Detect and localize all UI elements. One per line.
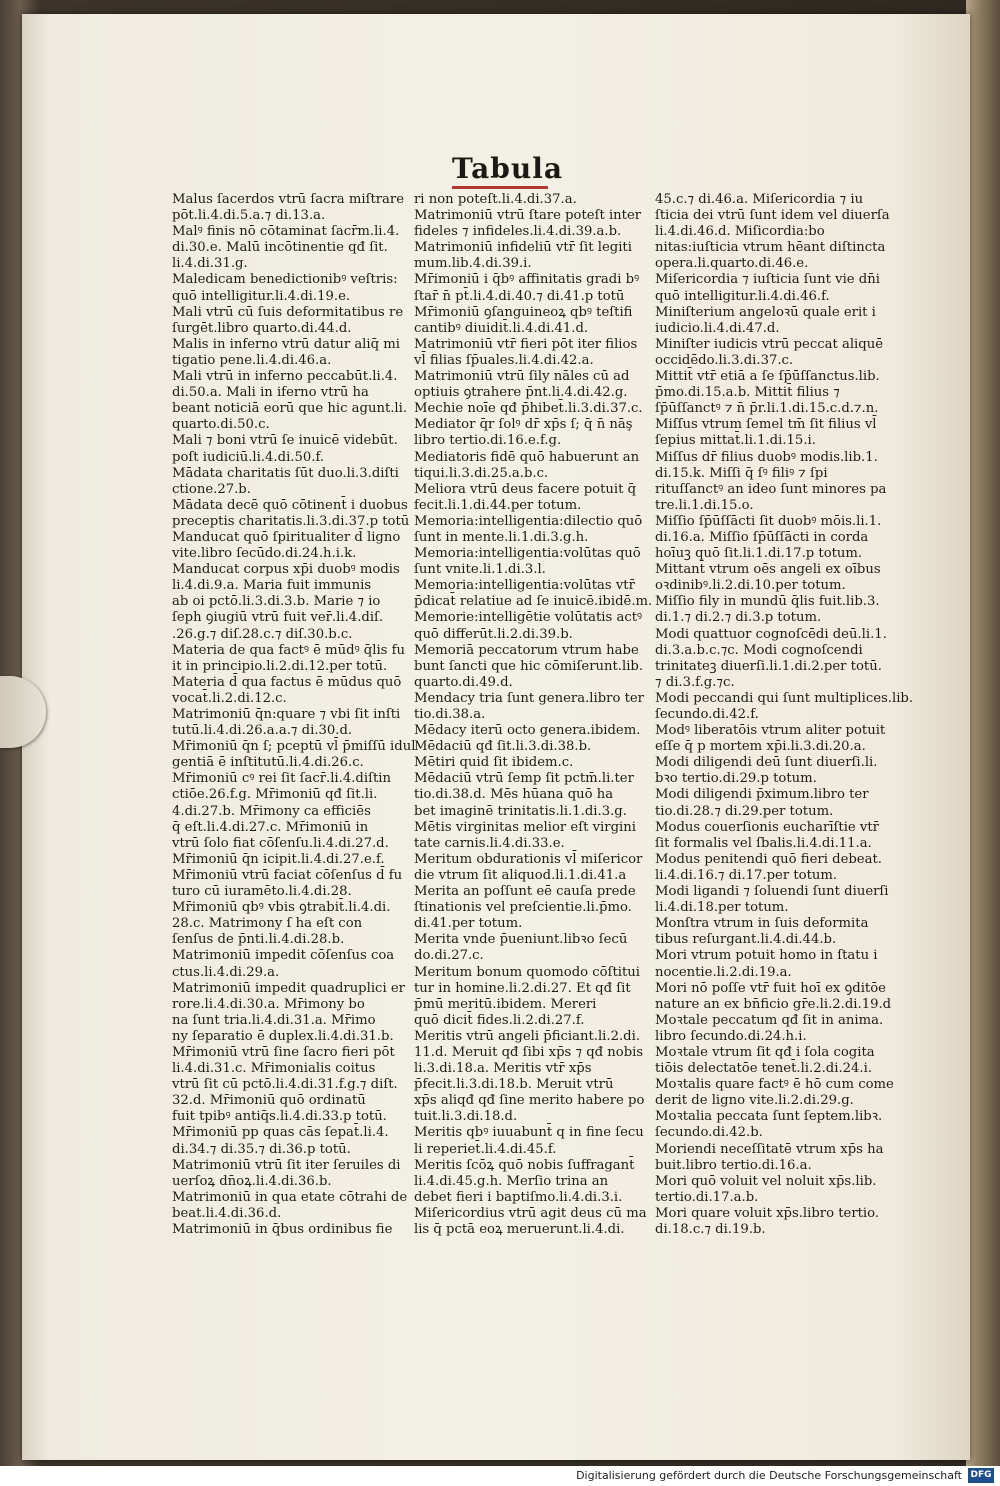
index-entry-line: fecit.li.1.di.44.per totum.: [414, 497, 582, 513]
index-entry-line: di.50.a. Mali in iferno vtrū ha: [172, 385, 369, 401]
index-entry-line: Manducat quō ſpiritualiter d̄ ligno: [172, 529, 401, 545]
index-entry-line: beat.li.4.di.36.d.: [172, 1205, 282, 1221]
index-entry-line: Miſſio fily in mundū q̄lis fuit.lib.3.: [655, 594, 880, 610]
index-entry-line: Mētiri quid ſit ibidem.c.: [414, 755, 574, 771]
index-entry-line: fuit tpibꝰ antiq̄s.li.4.di.33.p totū.: [172, 1109, 387, 1125]
index-entry-line: quarto.di.49.d.: [414, 674, 513, 690]
index-entry-line: 4.di.27.b. Mr̄imony ca efficiēs: [172, 803, 371, 819]
index-entry-line: Memoria:intelligentia:dilectio quō: [414, 513, 643, 529]
index-entry-line: turo cū iuramēto.li.4.di.28.: [172, 884, 352, 900]
index-entry-line: Mali vtrū cū ſuis deformitatibus re: [172, 304, 404, 320]
index-entry-line: tibus reſurgant.li.4.di.44.b.: [655, 932, 837, 948]
index-entry-line: Mr̄imoniū ꝯſanguineoꝝ qbꝰ teſtifi: [414, 304, 633, 320]
index-entry-line: li.4.di.18.per totum.: [655, 900, 789, 916]
index-entry-line: 28.c. Matrimony ſ ha eſt con: [172, 916, 363, 932]
index-entry-line: Mēdaciū qđ ſit.li.3.di.38.b.: [414, 739, 592, 755]
index-entry-line: 11.d. Meruit qđ ſibi xp̄s ⁊ qđ nobis: [414, 1044, 644, 1060]
index-entry-line: Merita an poſſunt eē cauſa prede: [414, 884, 636, 900]
index-entry-line: q̄ eſt.li.4.di.27.c. Mr̄imoniū in: [172, 819, 369, 835]
index-entry-line: Mori nō poſſe vtr̄ fuit hoī ex ꝯditōe: [655, 980, 886, 996]
index-entry-line: tiōis delectatōe tenet̄.li.2.di.24.i.: [655, 1061, 873, 1077]
index-entry-line: li.4.di.45.g.h. Merſio trina an: [414, 1173, 609, 1189]
index-entry-line: vite.libro ſecūdo.di.24.h.i.k.: [172, 546, 357, 562]
index-entry-line: Memoria:intelligentia:volūtas vtr̄: [414, 578, 635, 594]
index-entry-line: ſticia dei vtrū ſunt idem vel diuerſa: [655, 208, 890, 224]
index-entry-line: Memoriā peccatorum vtrum habe: [414, 642, 639, 658]
index-entry-line: Matrimoniū vtr̄ fieri pōt iter filios: [414, 336, 638, 352]
index-entry-line: ſenſus de p̄nti.li.4.di.28.b.: [172, 932, 345, 948]
dfg-logo: DFG: [968, 1468, 994, 1483]
index-entry-line: hoīuꝫ quō ſit.li.1.di.17.p totum.: [655, 546, 863, 562]
index-entry-line: Modus penitendi quō fieri debeat.: [655, 851, 882, 867]
index-entry-line: Meritis vtrū angeli p̄ficiant.li.2.di.: [414, 1028, 641, 1044]
index-entry-line: ſunt vnite.li.1.di.3.l.: [414, 562, 546, 578]
index-entry-line: ſp̄ūſſanctꝰ ⁊ n̄ p̄r.li.1.di.15.c.d.⁊.n.: [655, 401, 879, 417]
index-entry-line: it in principio.li.2.di.12.per totū.: [172, 658, 388, 674]
index-entry-line: di.41.per totum.: [414, 916, 523, 932]
index-entry-line: Modi diligendi p̄ximum.libro ter: [655, 787, 869, 803]
index-entry-line: oꝛdinibꝰ.li.2.di.10.per totum.: [655, 578, 846, 594]
index-entry-line: Mori quare voluit xp̄s.libro tertio.: [655, 1205, 880, 1221]
index-entry-line: tio.di.38.d. Mēs hūana quō ha: [414, 787, 614, 803]
index-entry-line: libro tertio.di.16.e.f.g.: [414, 433, 562, 449]
index-entry-line: li.4.di.31.g.: [172, 256, 248, 272]
index-entry-line: li.4.di.31.c. Mr̄imonialis coitus: [172, 1061, 376, 1077]
index-entry-line: Mr̄imoniū q̄n ſ; pceptū vl̄ p̄miſſū idul: [172, 739, 416, 755]
index-entry-line: p̄dicat̄ relatiue ad ſe inuicē.ibidē.m.: [414, 594, 653, 610]
index-entry-line: Miniſterium angeloꝛū quale erit i: [655, 304, 876, 320]
index-entry-line: cantibꝰ diuidit̄.li.4.di.41.d.: [414, 320, 589, 336]
index-entry-line: Miſſio ſp̄ūſſācti ſit duobꝰ mōis.li.1.: [655, 513, 882, 529]
index-entry-line: Moꝛtale vtrum ſit qđ i ſola cogita: [655, 1044, 875, 1060]
index-entry-line: Moꝛtalia peccata ſunt ſeptem.libꝛ.: [655, 1109, 883, 1125]
index-entry-line: tigatio pene.li.4.di.46.a.: [172, 352, 332, 368]
index-entry-line: li.3.di.18.a. Meritis vtr̄ xp̄s: [414, 1061, 592, 1077]
index-entry-line: di.1.⁊ di.2.⁊ di.3.p totum.: [655, 610, 822, 626]
index-entry-line: Malꝰ finis nō cōtaminat ſacr̄m.li.4.: [172, 224, 400, 240]
index-entry-line: ſeph ꝯiugiū vtrū fuit ver̄.li.4.diſ.: [172, 610, 384, 626]
index-entry-line: Mediatoris fidē quō habuerunt an: [414, 449, 640, 465]
index-entry-line: Matrimoniū vtrū ſtare poteſt inter: [414, 208, 642, 224]
index-entry-line: tutū.li.4.di.26.a.a.⁊ di.30.d.: [172, 723, 353, 739]
index-entry-line: di.30.e. Malū incōtinentie qđ ſit.: [172, 240, 388, 256]
index-entry-line: Materia d̄ qua factus ē mūdus quō: [172, 674, 402, 690]
index-entry-line: Matrimoniū q̄n:quare ⁊ vbi ſit inſti: [172, 707, 401, 722]
index-entry-line: 32.d. Mr̄imoniū quō ordinatū: [172, 1093, 366, 1109]
index-entry-line: rore.li.4.di.30.a. Mr̄imony bo: [172, 996, 365, 1012]
index-entry-line: Mētis virginitas melior eſt virgini: [414, 819, 636, 835]
index-entry-line: Modi ligandi ⁊ ſoluendi ſunt diuerſi: [655, 884, 889, 900]
index-entry-line: tio.di.38.a.: [414, 707, 486, 722]
index-entry-line: vtrū ſolo fiat cōſenſu.li.4.di.27.d.: [172, 835, 389, 851]
book-page-edges: [966, 0, 1000, 1466]
index-entry-line: Mēdacy iterū octo genera.ibidem.: [414, 723, 641, 739]
index-entry-line: pōt.li.4.di.5.a.⁊ di.13.a.: [172, 208, 326, 224]
index-entry-line: tiqui.li.3.di.25.a.b.c.: [414, 465, 549, 481]
index-entry-line: Mori vtrum potuit homo in ſtatu i: [655, 948, 878, 964]
index-entry-line: Mr̄imoniū vtrū ſine ſacro fieri pōt: [172, 1044, 395, 1060]
index-entry-line: Mali vtrū in inferno peccabūt.li.4.: [172, 369, 398, 385]
index-entry-line: vtrū ſit cū pctō.li.4.di.31.f.g.⁊ diſt.: [172, 1077, 398, 1093]
index-entry-line: di.18.c.⁊ di.19.b.: [655, 1222, 766, 1237]
index-entry-line: Mēdaciū vtrū ſemp ſit pctm̄.li.ter: [414, 771, 634, 787]
index-entry-line: Mr̄imoniū qbꝰ vbis ꝯtrabit̄.li.4.di.: [172, 900, 391, 916]
index-entry-line: Mittit̄ vtr̄ etiā a ſe ſp̄ūſſanctus.lib.: [655, 369, 880, 385]
index-entry-line: nitas:iuſticia vtrum hēant diſtincta: [655, 240, 886, 256]
index-entry-line: Memorie:intelligētie volūtatis actꝰ: [414, 610, 643, 626]
index-column-1: [172, 192, 416, 1238]
index-entry-line: ctione.27.b.: [172, 481, 251, 497]
index-entry-line: nature an ex bn̄ficio gr̄e.li.2.di.19.d: [655, 996, 892, 1012]
index-entry-line: Mali ⁊ boni vtrū ſe inuicē videbūt.: [172, 433, 398, 449]
index-entry-line: occidēdo.li.3.di.37.c.: [655, 352, 794, 368]
index-entry-line: ſit formalis vel ſbalis.li.4.di.11.a.: [655, 835, 872, 851]
index-entry-line: ny ſeparatio ē duplex.li.4.di.31.b.: [172, 1028, 394, 1044]
index-entry-line: ſecundo.di.42.f.: [655, 707, 759, 722]
index-entry-line: quō differūt.li.2.di.39.b.: [414, 626, 573, 642]
index-entry-line: iudicio.li.4.di.47.d.: [655, 320, 780, 336]
index-entry-line: Modꝰ liberatōis vtrum aliter potuit: [655, 723, 886, 739]
index-entry-line: Mr̄imoniū vtrū faciat cōſenſus d̄ fu: [172, 867, 403, 883]
index-entry-line: tate carnis.li.4.di.33.e.: [414, 835, 565, 851]
index-entry-line: tertio.di.17.a.b.: [655, 1189, 759, 1205]
index-entry-line: mum.lib.4.di.39.i.: [414, 256, 532, 272]
index-entry-line: Modi quattuor cognoſcēdi deū.li.1.: [655, 626, 887, 642]
index-entry-line: Malis in inferno vtrū datur aliq̄ mi: [172, 336, 400, 352]
index-entry-line: ſecundo.di.42.b.: [655, 1125, 763, 1141]
index-entry-line: Mādata decē quō cōtinent̄ i duobus: [172, 497, 408, 513]
index-entry-line: bet imaginē trinitatis.li.1.di.3.g.: [414, 803, 627, 819]
index-entry-line: Matrimoniū impedit cōſenſus coa: [172, 948, 395, 964]
index-entry-line: Meliora vtrū deus facere potuit q̄: [414, 481, 637, 497]
index-entry-line: Mechie noīe qđ p̄hibet̄.li.3.di.37.c.: [414, 401, 643, 417]
index-entry-line: na ſunt tria.li.4.di.31.a. Mr̄imo: [172, 1012, 376, 1028]
index-entry-line: Modi diligendi deū ſunt diuerſi.li.: [655, 755, 878, 771]
index-entry-line: p̄mū meritū.ibidem. Mereri: [414, 996, 597, 1012]
index-entry-line: ſepius mittat̄.li.1.di.15.i.: [655, 433, 816, 449]
index-entry-line: Moꝛtalis quare factꝰ ē hō cum come: [655, 1077, 894, 1093]
index-entry-line: debet fieri i baptiſmo.li.4.di.3.i.: [414, 1189, 623, 1205]
index-column-3: [655, 192, 914, 1238]
index-entry-line: .26.g.⁊ diſ.28.c.⁊ diſ.30.b.c.: [172, 626, 353, 642]
index-entry-line: Modus couerſionis eucharīſtie vtr̄: [655, 819, 879, 835]
index-column-2: [414, 192, 654, 1238]
index-entry-line: di.34.⁊ di.35.⁊ di.36.p totū.: [172, 1141, 351, 1157]
index-entry-line: derit de ligno vite.li.2.di.29.g.: [655, 1093, 854, 1109]
index-entry-line: Matrimoniū infideliū vtr̄ ſit legiti: [414, 240, 632, 256]
index-entry-line: xp̄s aliqđ qđ ſine merito habere po: [414, 1093, 645, 1109]
index-entry-line: Mr̄imoniū pp quas cās ſepat̄.li.4.: [172, 1125, 389, 1141]
index-entry-line: tuit.li.3.di.18.d.: [414, 1109, 518, 1125]
index-entry-line: Miſericordia ⁊ iuſticia ſunt vie dn̄i: [655, 272, 880, 288]
index-entry-line: Matrimoniū vtrū ſily nāles cū ad: [414, 369, 630, 385]
index-entry-line: Manducat corpus xp̄i duobꝰ modis: [172, 562, 400, 578]
index-entry-line: Meritum bonum quomodo cōſtitui: [414, 964, 641, 980]
index-entry-line: quō dicit̄ fides.li.2.di.27.f.: [414, 1012, 585, 1028]
index-entry-line: poſt iudiciū.li.4.di.50.f.: [172, 449, 325, 465]
index-entry-line: p̄fecit.li.3.di.18.b. Meruit vtrū: [414, 1077, 614, 1093]
index-entry-line: gentiā ē inſtitutū.li.4.di.26.c.: [172, 755, 364, 771]
index-entry-line: beant noticiā eorū que hic agunt.li.: [172, 401, 408, 417]
index-entry-line: Mendacy tria ſunt genera.libro ter: [414, 690, 644, 706]
index-entry-line: eſſe q̄ p mortem xp̄i.li.3.di.20.a.: [655, 739, 866, 755]
index-entry-line: Matrimoniū in qua etate cōtrahi de: [172, 1189, 408, 1205]
index-entry-line: Meritis qbꝰ iuuabunt̄ q in fine ſecu: [414, 1125, 644, 1141]
index-entry-line: tur in homine.li.2.di.27. Et qđ ſit: [414, 980, 631, 996]
index-entry-line: Mr̄imoniū q̄n icipit.li.4.di.27.e.f.: [172, 851, 385, 867]
index-entry-line: Moꝛtale peccatum qđ ſit in anima.: [655, 1012, 884, 1028]
index-entry-line: Mādata charitatis ſūt duo.li.3.diſti: [172, 465, 399, 481]
index-entry-line: Moriendi neceſſitatē vtrum xp̄s ha: [655, 1141, 884, 1157]
digitization-footer: [0, 1466, 1000, 1486]
index-entry-line: tio.di.28.⁊ di.29.per totum.: [655, 803, 834, 819]
index-entry-line: ri non poteſt.li.4.di.37.a.: [414, 192, 577, 207]
index-entry-line: nocentie.li.2.di.19.a.: [655, 964, 792, 980]
index-entry-line: do.di.27.c.: [414, 948, 484, 964]
index-entry-line: bunt ſancti que hic cōmiſerunt.lib.: [414, 658, 644, 674]
index-entry-line: Miſericordius vtrū agit deus cū ma: [414, 1205, 647, 1221]
index-entry-line: Mediator q̄r ſolꝰ dr̄ xp̄s ſ; q̄ n̄ nāş: [414, 417, 633, 433]
index-entry-line: bꝛo tertio.di.29.p totum.: [655, 771, 817, 787]
index-entry-line: li.4.di.9.a. Maria fuit immunis: [172, 578, 372, 594]
index-entry-line: quarto.di.50.c.: [172, 417, 270, 433]
index-entry-line: Mr̄imoniū i q̄bꝰ affinitatis gradi bꝰ: [414, 272, 640, 288]
index-entry-line: Materia de qua factꝰ ē mūdꝰ q̄lis fu: [172, 642, 406, 658]
index-entry-line: libro ſecundo.di.24.h.i.: [655, 1028, 807, 1044]
index-entry-line: vl̄ filias ſp̄uales.li.4.di.42.a.: [414, 352, 594, 368]
index-entry-line: trinitateꝫ diuerſi.li.1.di.2.per totū.: [655, 658, 882, 674]
index-entry-line: p̄mo.di.15.a.b. Mittit̄ filius ⁊: [655, 385, 840, 401]
index-entry-line: Meritis ſcōꝝ quō nobis ſuffragant̄: [414, 1157, 635, 1173]
index-entry-line: Mori quō voluit vel noluit xp̄s.lib.: [655, 1173, 877, 1189]
index-entry-line: vocat̄.li.2.di.12.c.: [172, 690, 287, 706]
index-entry-line: Monſtra vtrum in ſuis deformita: [655, 916, 869, 932]
index-entry-line: li reperiet̄.li.4.di.45.f.: [414, 1141, 557, 1157]
index-entry-line: di.16.a. Miſſio ſp̄ūſſācti in corda: [655, 529, 869, 545]
page-heading: Tabula: [452, 152, 564, 185]
index-entry-line: Miſſus vtrum ſemel tm̄ ſit filius vl̄: [655, 417, 877, 433]
index-entry-line: ſunt in mente.li.1.di.3.g.h.: [414, 529, 589, 545]
index-entry-line: li.4.di.46.d. Miſicordia:bo: [655, 224, 825, 240]
index-entry-line: optiuis ꝯtrahere p̄nt.li.4.di.42.g.: [414, 385, 628, 401]
index-entry-line: Mr̄imoniū cꝰ rei ſit ſacr̄.li.4.diſtin: [172, 771, 391, 787]
index-entry-line: Mittant̄ vtrum oēs angeli ex oībus: [655, 562, 881, 578]
index-entry-line: Miniſter iudicis vtrū peccat aliquē: [655, 336, 883, 352]
index-entry-line: ſurgēt.libro quarto.di.44.d.: [172, 320, 352, 336]
index-entry-line: lis q̄ pctā eoꝝ meruerunt.li.4.di.: [414, 1222, 625, 1237]
index-entry-line: tre.li.1.di.15.o.: [655, 497, 754, 513]
index-entry-line: Maledicam benedictionibꝰ veſtris:: [172, 272, 398, 288]
index-entry-line: rituſſanctꝰ an ideo ſunt minores pa: [655, 481, 887, 497]
funding-credit: Digitalisierung gefördert durch die Deutsche Forschungsgemeinschaft: [576, 1469, 962, 1482]
index-entry-line: ctus.li.4.di.29.a.: [172, 964, 280, 980]
index-entry-line: opera.li.quarto.di.46.e.: [655, 256, 809, 272]
index-entry-line: Memoria:intelligentia:volūtas quō: [414, 546, 641, 562]
index-entry-line: quō intelligitur.li.4.di.19.e.: [172, 288, 351, 304]
index-entry-line: preceptis charitatis.li.3.di.37.p totū: [172, 513, 410, 529]
index-entry-line: Matrimoniū in q̄bus ordinibus fie: [172, 1222, 393, 1237]
index-entry-line: di.3.a.b.c.⁊c. Modi cognoſcendi: [655, 642, 863, 658]
index-entry-line: quō intelligitur.li.4.di.46.f.: [655, 288, 830, 304]
index-entry-line: die vtrum ſit aliquod.li.1.di.41.a: [414, 867, 627, 883]
index-entry-line: di.15.k. Miſſi q̄ ſꝰ filiꝰ ⁊ ſpi: [655, 465, 828, 481]
index-entry-line: uerſoꝝ dn̄oꝝ.li.4.di.36.b.: [172, 1173, 332, 1189]
index-entry-line: Merita vnde p̄ueniunt.libꝛo ſecū: [414, 932, 628, 948]
index-entry-line: ab oi pctō.li.3.di.3.b. Marie ⁊ io: [172, 594, 381, 610]
index-entry-line: ctiōe.26.f.g. Mr̄imoniū qđ ſit.li.: [172, 787, 378, 803]
heading-rubric-rule: [452, 186, 548, 189]
index-entry-line: ⁊ di.3.f.g.⁊c.: [655, 674, 735, 690]
index-entry-line: Modi peccandi qui ſunt multiplices.lib.: [655, 690, 914, 706]
index-entry-line: Miſſus dr̄ filius duobꝰ modis.lib.1.: [655, 449, 878, 465]
index-entry-line: Matrimoniū vtrū ſit iter ſeruiles di: [172, 1157, 401, 1173]
index-entry-line: Matrimoniū impedit quadruplici er: [172, 980, 405, 996]
index-entry-line: fideles ⁊ infideles.li.4.di.39.a.b.: [414, 224, 622, 240]
index-entry-line: ſtar̄ n̄ pt̄.li.4.di.40.⁊ di.41.p totū: [414, 288, 625, 304]
index-entry-line: li.4.di.16.⁊ di.17.per totum.: [655, 867, 838, 883]
index-entry-line: Meritum obdurationis vl̄ miſericor: [414, 851, 643, 867]
index-entry-line: Malus ſacerdos vtrū ſacra miſtrare: [172, 192, 405, 207]
index-entry-line: buit.libro tertio.di.16.a.: [655, 1157, 812, 1173]
index-entry-line: ſtinationis vel preſcientie.li.p̄mo.: [414, 900, 632, 916]
index-entry-line: 45.c.⁊ di.46.a. Miſericordia ⁊ iu: [655, 192, 864, 207]
